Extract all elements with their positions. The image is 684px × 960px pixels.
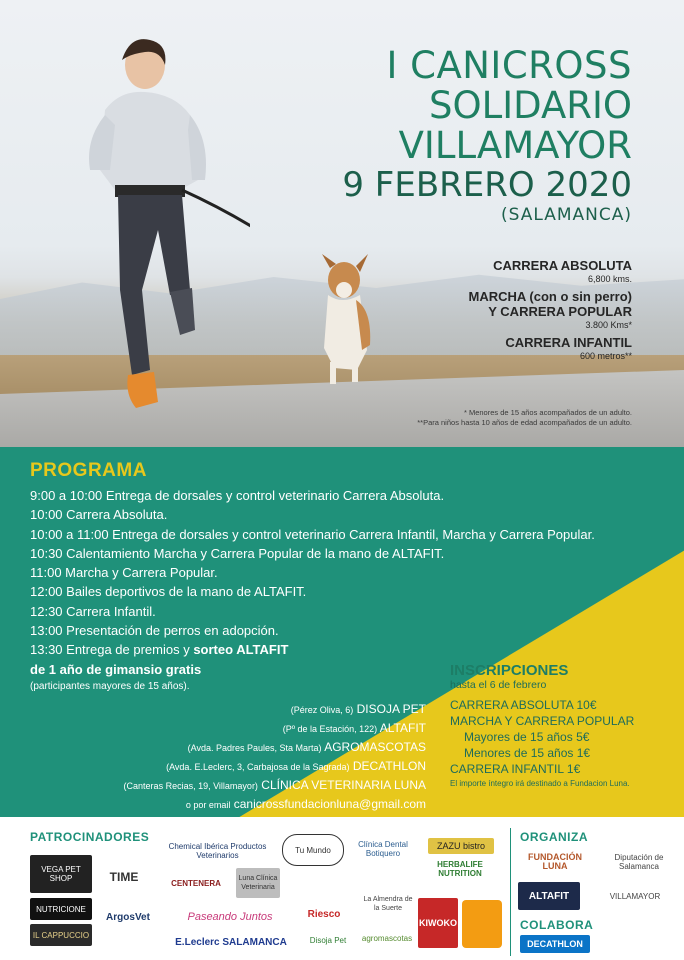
event-title-block xyxy=(342,46,632,226)
footnote-1: * Menores de 15 años acompañados de un adulto. xyxy=(463,408,632,417)
sponsor-logo: E.Leclerc SALAMANCA xyxy=(175,936,287,948)
registration-points xyxy=(124,700,426,814)
race-name-2: Y CARRERA POPULAR xyxy=(488,304,632,319)
event-title-line2: SOLIDARIO xyxy=(428,84,632,127)
sponsor-logo: Chemical Ibérica Productos Veterinarios xyxy=(168,842,267,860)
point-address: (Canteras Recias, 19, Villamayor) xyxy=(123,781,258,791)
inscripciones-note: El importe íntegro irá destinado a Fundacion Luna. xyxy=(450,779,630,788)
collaborator-logo: DECATHLON xyxy=(520,935,590,953)
point-address: (Pérez Oliva, 6) xyxy=(290,705,354,715)
point-row xyxy=(124,700,426,719)
sponsor-logo: CENTENERA xyxy=(171,878,221,888)
price-line: Mayores de 15 años 5€ xyxy=(464,730,590,744)
organizer-logo: VILLAMAYOR xyxy=(609,891,661,901)
sponsor-logo: HERBALIFE NUTRITION xyxy=(437,860,483,878)
program-item: 9:00 a 10:00 Entrega de dorsales y control veterinario Carrera Absoluta. xyxy=(30,488,445,503)
runner-illustration xyxy=(70,30,250,420)
organizer-logo: ALTAFIT xyxy=(518,882,580,910)
hero-photo xyxy=(0,0,684,447)
event-title-line3: VILLAMAYOR xyxy=(398,124,632,167)
price-line: CARRERA INFANTIL 1€ xyxy=(450,762,581,776)
race-detail: 600 metros** xyxy=(579,351,632,361)
sponsors-divider xyxy=(510,828,511,956)
program-last-highlight-2: de 1 año de gimansio gratis xyxy=(30,661,202,677)
point-name: DECATHLON xyxy=(352,759,426,773)
inscripciones-block xyxy=(450,662,634,788)
program-last-highlight: sorteo ALTAFIT xyxy=(193,642,289,658)
program-last-text: 13:30 Entrega de premios y xyxy=(30,642,194,658)
point-row xyxy=(124,757,426,776)
sponsor-logo: La Almendra de la Suerte xyxy=(363,896,413,912)
inscripciones-subtitle: hasta el 6 de febrero xyxy=(450,679,547,691)
sponsor-logo: IL CAPPUCCIO xyxy=(30,924,92,946)
sponsor-logo: ArgosVet xyxy=(106,911,150,923)
program-item: 12:30 Carrera Infantil. xyxy=(30,603,156,619)
race-name: CARRERA INFANTIL xyxy=(505,335,632,350)
inscripciones-title: INSCRIPCIONES xyxy=(450,662,569,679)
point-address: (Pº de la Estación, 122) xyxy=(282,724,378,734)
program-item: 10:00 Carrera Absoluta. xyxy=(30,507,168,523)
point-name: AGROMASCOTAS xyxy=(324,740,426,754)
email-link[interactable]: canicrossfundacionluna@gmail.com xyxy=(233,797,426,811)
program-last-note: (participantes mayores de 15 años). xyxy=(30,680,190,692)
sponsor-logo: Riesco xyxy=(307,908,341,920)
sponsor-logo-icon xyxy=(462,900,502,948)
point-name: CLÍNICA VETERINARIA LUNA xyxy=(261,778,426,792)
program-item: 10:00 a 11:00 Entrega de dorsales y control veterinario Carrera Infantil, Marcha y Carrera Popular. xyxy=(30,526,595,542)
dog-illustration xyxy=(312,250,392,390)
point-address: (Avda. Padres Paules, Sta Marta) xyxy=(187,743,322,753)
point-name: ALTAFIT xyxy=(379,721,426,735)
point-row xyxy=(124,776,426,795)
sponsor-logo: KIWOKO xyxy=(418,898,458,948)
sponsor-logo: TIME xyxy=(109,869,139,884)
colabora-title: COLABORA xyxy=(520,918,594,932)
organiza-title: ORGANIZA xyxy=(520,830,588,844)
sponsor-logo: Clínica Dental Botiquero xyxy=(358,840,408,858)
sponsor-logo: Paseando Juntos xyxy=(187,910,273,923)
price-line: CARRERA ABSOLUTA 10€ xyxy=(450,698,597,712)
sponsor-logo: ZAZU bistro xyxy=(428,838,494,854)
sponsor-logo: Luna Clínica Veterinaria xyxy=(236,868,280,898)
sponsor-logo: NUTRICIONE xyxy=(30,898,92,920)
program-item-last xyxy=(30,640,595,659)
point-address: (Avda. E.Leclerc, 3, Carbajosa de la Sagrada) xyxy=(166,762,350,772)
event-place: (SALAMANCA) xyxy=(500,205,632,225)
race-name: CARRERA ABSOLUTA xyxy=(493,258,632,273)
sponsors-title: PATROCINADORES xyxy=(30,830,150,844)
event-title-line1: I CANICROSS xyxy=(386,44,632,87)
sponsor-logo: VEGA PET SHOP xyxy=(30,855,92,893)
sponsor-logo: Disoja Pet xyxy=(309,935,347,945)
races-list xyxy=(469,258,632,366)
race-detail: 3.800 Kms* xyxy=(585,320,632,330)
organizer-logo: FUNDACIÓN LUNA xyxy=(528,852,582,871)
race-name: MARCHA (con o sin perro) xyxy=(468,289,632,304)
sponsor-logo: agromascotas xyxy=(361,933,413,943)
email-prefix: o por email xyxy=(185,800,231,810)
point-name: DISOJA PET xyxy=(356,702,426,716)
program-item: 10:30 Calentamiento Marcha y Carrera Popular de la mano de ALTAFIT. xyxy=(30,545,445,561)
email-row xyxy=(124,795,426,814)
program-item: 11:00 Marcha y Carrera Popular. xyxy=(30,565,218,581)
point-row xyxy=(124,719,426,738)
organizer-logo: Diputación de Salamanca xyxy=(614,853,664,871)
program-item: 12:00 Bailes deportivos de la mano de ALTAFIT. xyxy=(30,584,307,600)
footnotes xyxy=(417,408,632,428)
sponsor-logo: Tu Mundo xyxy=(282,834,344,866)
event-date: 9 FEBRERO 2020 xyxy=(342,165,632,205)
price-line: Menores de 15 años 1€ xyxy=(464,746,591,760)
point-row xyxy=(124,738,426,757)
program-title: PROGRAMA xyxy=(30,460,147,481)
footnote-2: **Para niños hasta 10 años de edad acompañados de un adulto. xyxy=(417,418,632,427)
price-line: MARCHA Y CARRERA POPULAR xyxy=(450,714,635,728)
program-item: 13:00 Presentación de perros en adopción. xyxy=(30,623,279,639)
race-detail: 6,800 kms. xyxy=(587,274,632,284)
